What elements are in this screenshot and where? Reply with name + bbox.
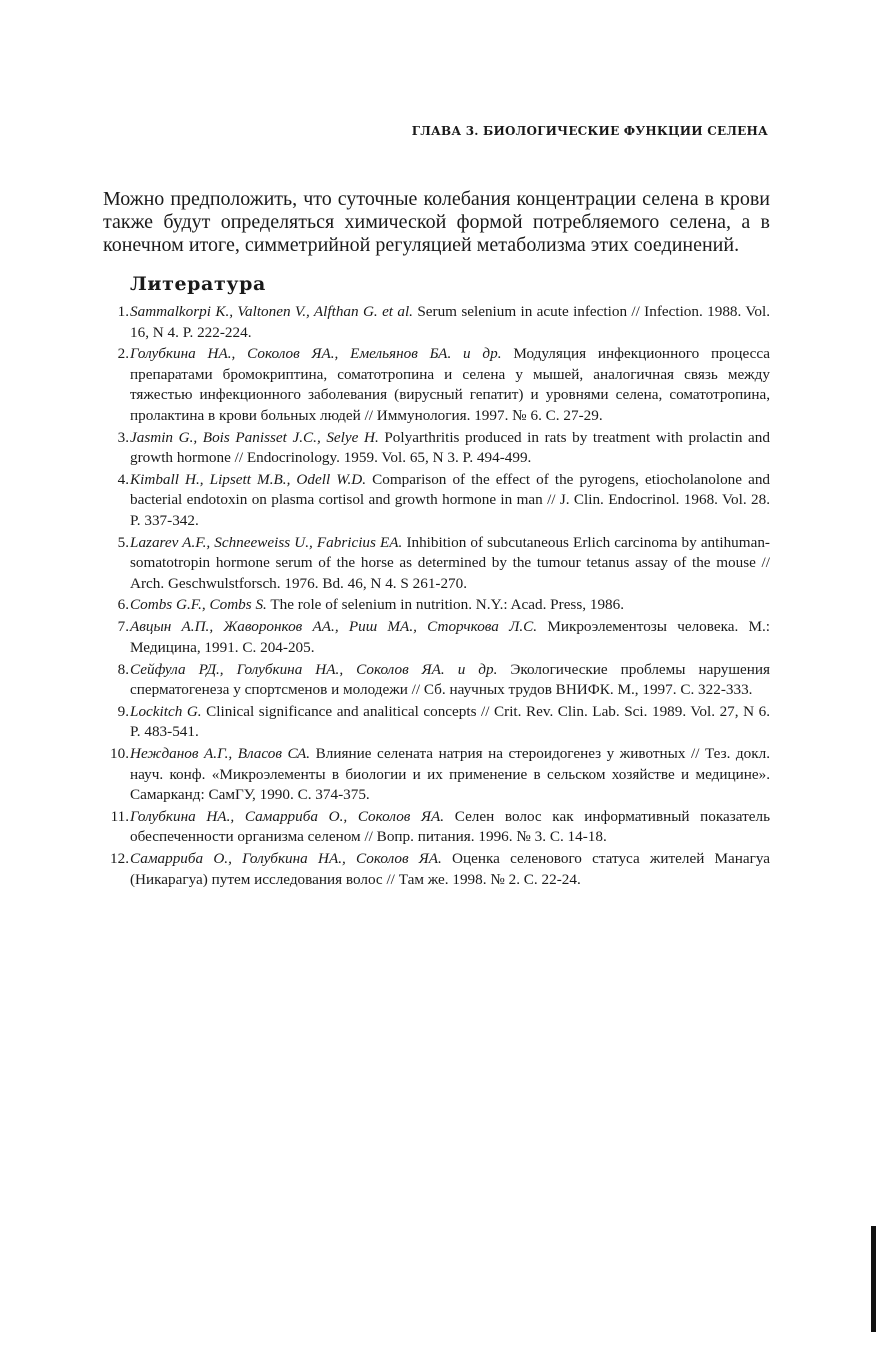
reference-authors: Голубкина НА., Самарриба О., Соколов ЯА. xyxy=(130,807,445,825)
reference-number: 10. xyxy=(110,745,129,763)
reference-item xyxy=(100,302,770,343)
reference-authors: Сейфула РД., Голубкина НА., Соколов ЯА. и др. xyxy=(130,660,498,678)
reference-item xyxy=(100,595,770,616)
reference-number: 1. xyxy=(117,303,129,320)
reference-text: The role of selenium in nutrition. N.Y.: Acad. Press, 1986. xyxy=(270,596,625,614)
reference-item xyxy=(100,849,770,890)
reference-item xyxy=(100,744,770,806)
reference-item xyxy=(100,428,770,469)
reference-number: 7. xyxy=(117,618,129,636)
reference-text: Влияние селената натрия на стероидогенез у животных // Тез. докл. науч. конф. «Микроэлементы в биологии и их применение в сельском хозяйстве и медицине». Самарканд: СамГУ, 1990. С. 374-375. xyxy=(130,745,770,804)
reference-item xyxy=(100,533,770,595)
reference-authors: Jasmin G., Bois Panisset J.C., Selye H. xyxy=(130,428,379,446)
reference-text: Clinical significance and analitical concepts // Crit. Rev. Clin. Lab. Sci. 1989. Vol. 27, N 6. P. 483-541. xyxy=(130,702,771,741)
reference-authors: Голубкина НА., Соколов ЯА., Емельянов БА. и др. xyxy=(130,345,502,363)
reference-number: 2. xyxy=(117,345,129,363)
reference-text: Polyarthritis produced in rats by treatment with prolactin and growth hormone // Endocrinology. 1959. Vol. 65, N 3. P. 494-499. xyxy=(130,428,770,467)
reference-number: 6. xyxy=(117,596,129,614)
scan-edge-mark xyxy=(871,1226,876,1332)
reference-authors: Sammalkorpi K., Valtonen V., Alfthan G. et al. xyxy=(130,303,413,320)
reference-number: 5. xyxy=(117,533,129,551)
reference-authors: Lockitch G. xyxy=(130,702,202,720)
reference-number: 9. xyxy=(117,702,129,720)
reference-item xyxy=(100,807,770,848)
reference-text: Оценка селенового статуса жителей Манагуа (Никарагуа) путем исследования волос // Там же. 1998. № 2. С. 22-24. xyxy=(130,850,771,888)
reference-authors: Самарриба О., Голубкина НА., Соколов ЯА. xyxy=(130,850,442,868)
reference-number: 8. xyxy=(117,660,129,678)
reference-authors: Kimball H., Lipsett M.B., Odell W.D. xyxy=(130,470,367,488)
reference-item xyxy=(100,344,770,426)
reference-text: Микроэлементозы человека. М.: Медицина, 1991. С. 204-205. xyxy=(130,618,770,656)
reference-item xyxy=(100,617,770,658)
reference-number: 11. xyxy=(110,807,129,825)
reference-authors: Combs G.F., Combs S. xyxy=(130,596,267,614)
reference-number: 4. xyxy=(117,470,129,488)
reference-text: Селен волос как информативный показатель обеспеченности организма селеном // Вопр. питания. 1996. № 3. С. 14-18. xyxy=(130,807,771,846)
reference-list xyxy=(100,302,770,892)
reference-item xyxy=(100,470,770,532)
reference-authors: Авцын А.П., Жаворонков АА., Риш МА., Сторчкова Л.С. xyxy=(130,618,538,636)
reference-text: Модуляция инфекционного процесса препаратами бромокриптина, соматотропина и селена у мышей, аналогичная связь между тяжестью инфекционного заболевания (вирусный гепатит) и уровнями селена, соматотропина, пролактина в крови больных людей // Иммунология. 1997. № 6. С. 27-29. xyxy=(130,345,771,424)
reference-authors: Lazarev A.F., Schneeweiss U., Fabricius EA. xyxy=(130,533,403,551)
reference-text: Comparison of the effect of the pyrogens, etiocholanolone and bacterial endotoxin on plasma cortisol and growth hormone in man // J. Clin. Endocrinol. 1968. Vol. 28. P. 337-342. xyxy=(130,470,771,529)
running-head: ГЛАВА 3. БИОЛОГИЧЕСКИЕ ФУНКЦИИ СЕЛЕНА xyxy=(411,124,768,138)
reference-authors: Нежданов А.Г., Власов СА. xyxy=(130,745,311,763)
reference-text: Inhibition of subcutaneous Erlich carcinoma by antihuman-somatotropin hormone serum of the horse as determined by the tumour tetanus assay of the mouse // Arch. Geschwulstforsch. 1976. Bd. 46, N 4. S 261-270. xyxy=(130,533,770,592)
intro-paragraph: Можно предположить, что суточные колебания концентрации селена в крови также будут определяться химической формой потребляемого селена, а в конечном итоге, симметрийной регуляцией метаболизма этих соединений. xyxy=(103,188,770,256)
reference-text: Serum selenium in acute infection // Infection. 1988. Vol. 16, N 4. P. 222-224. xyxy=(130,303,770,341)
reference-item xyxy=(100,660,770,701)
references-heading: Литература xyxy=(130,273,266,295)
reference-text: Экологические проблемы нарушения сперматогенеза у спортсменов и молодежи // Сб. научных трудов ВНИФК. М., 1997. С. 322-333. xyxy=(130,660,770,699)
reference-number: 3. xyxy=(117,428,129,446)
reference-item xyxy=(100,702,770,743)
reference-number: 12. xyxy=(110,850,129,868)
